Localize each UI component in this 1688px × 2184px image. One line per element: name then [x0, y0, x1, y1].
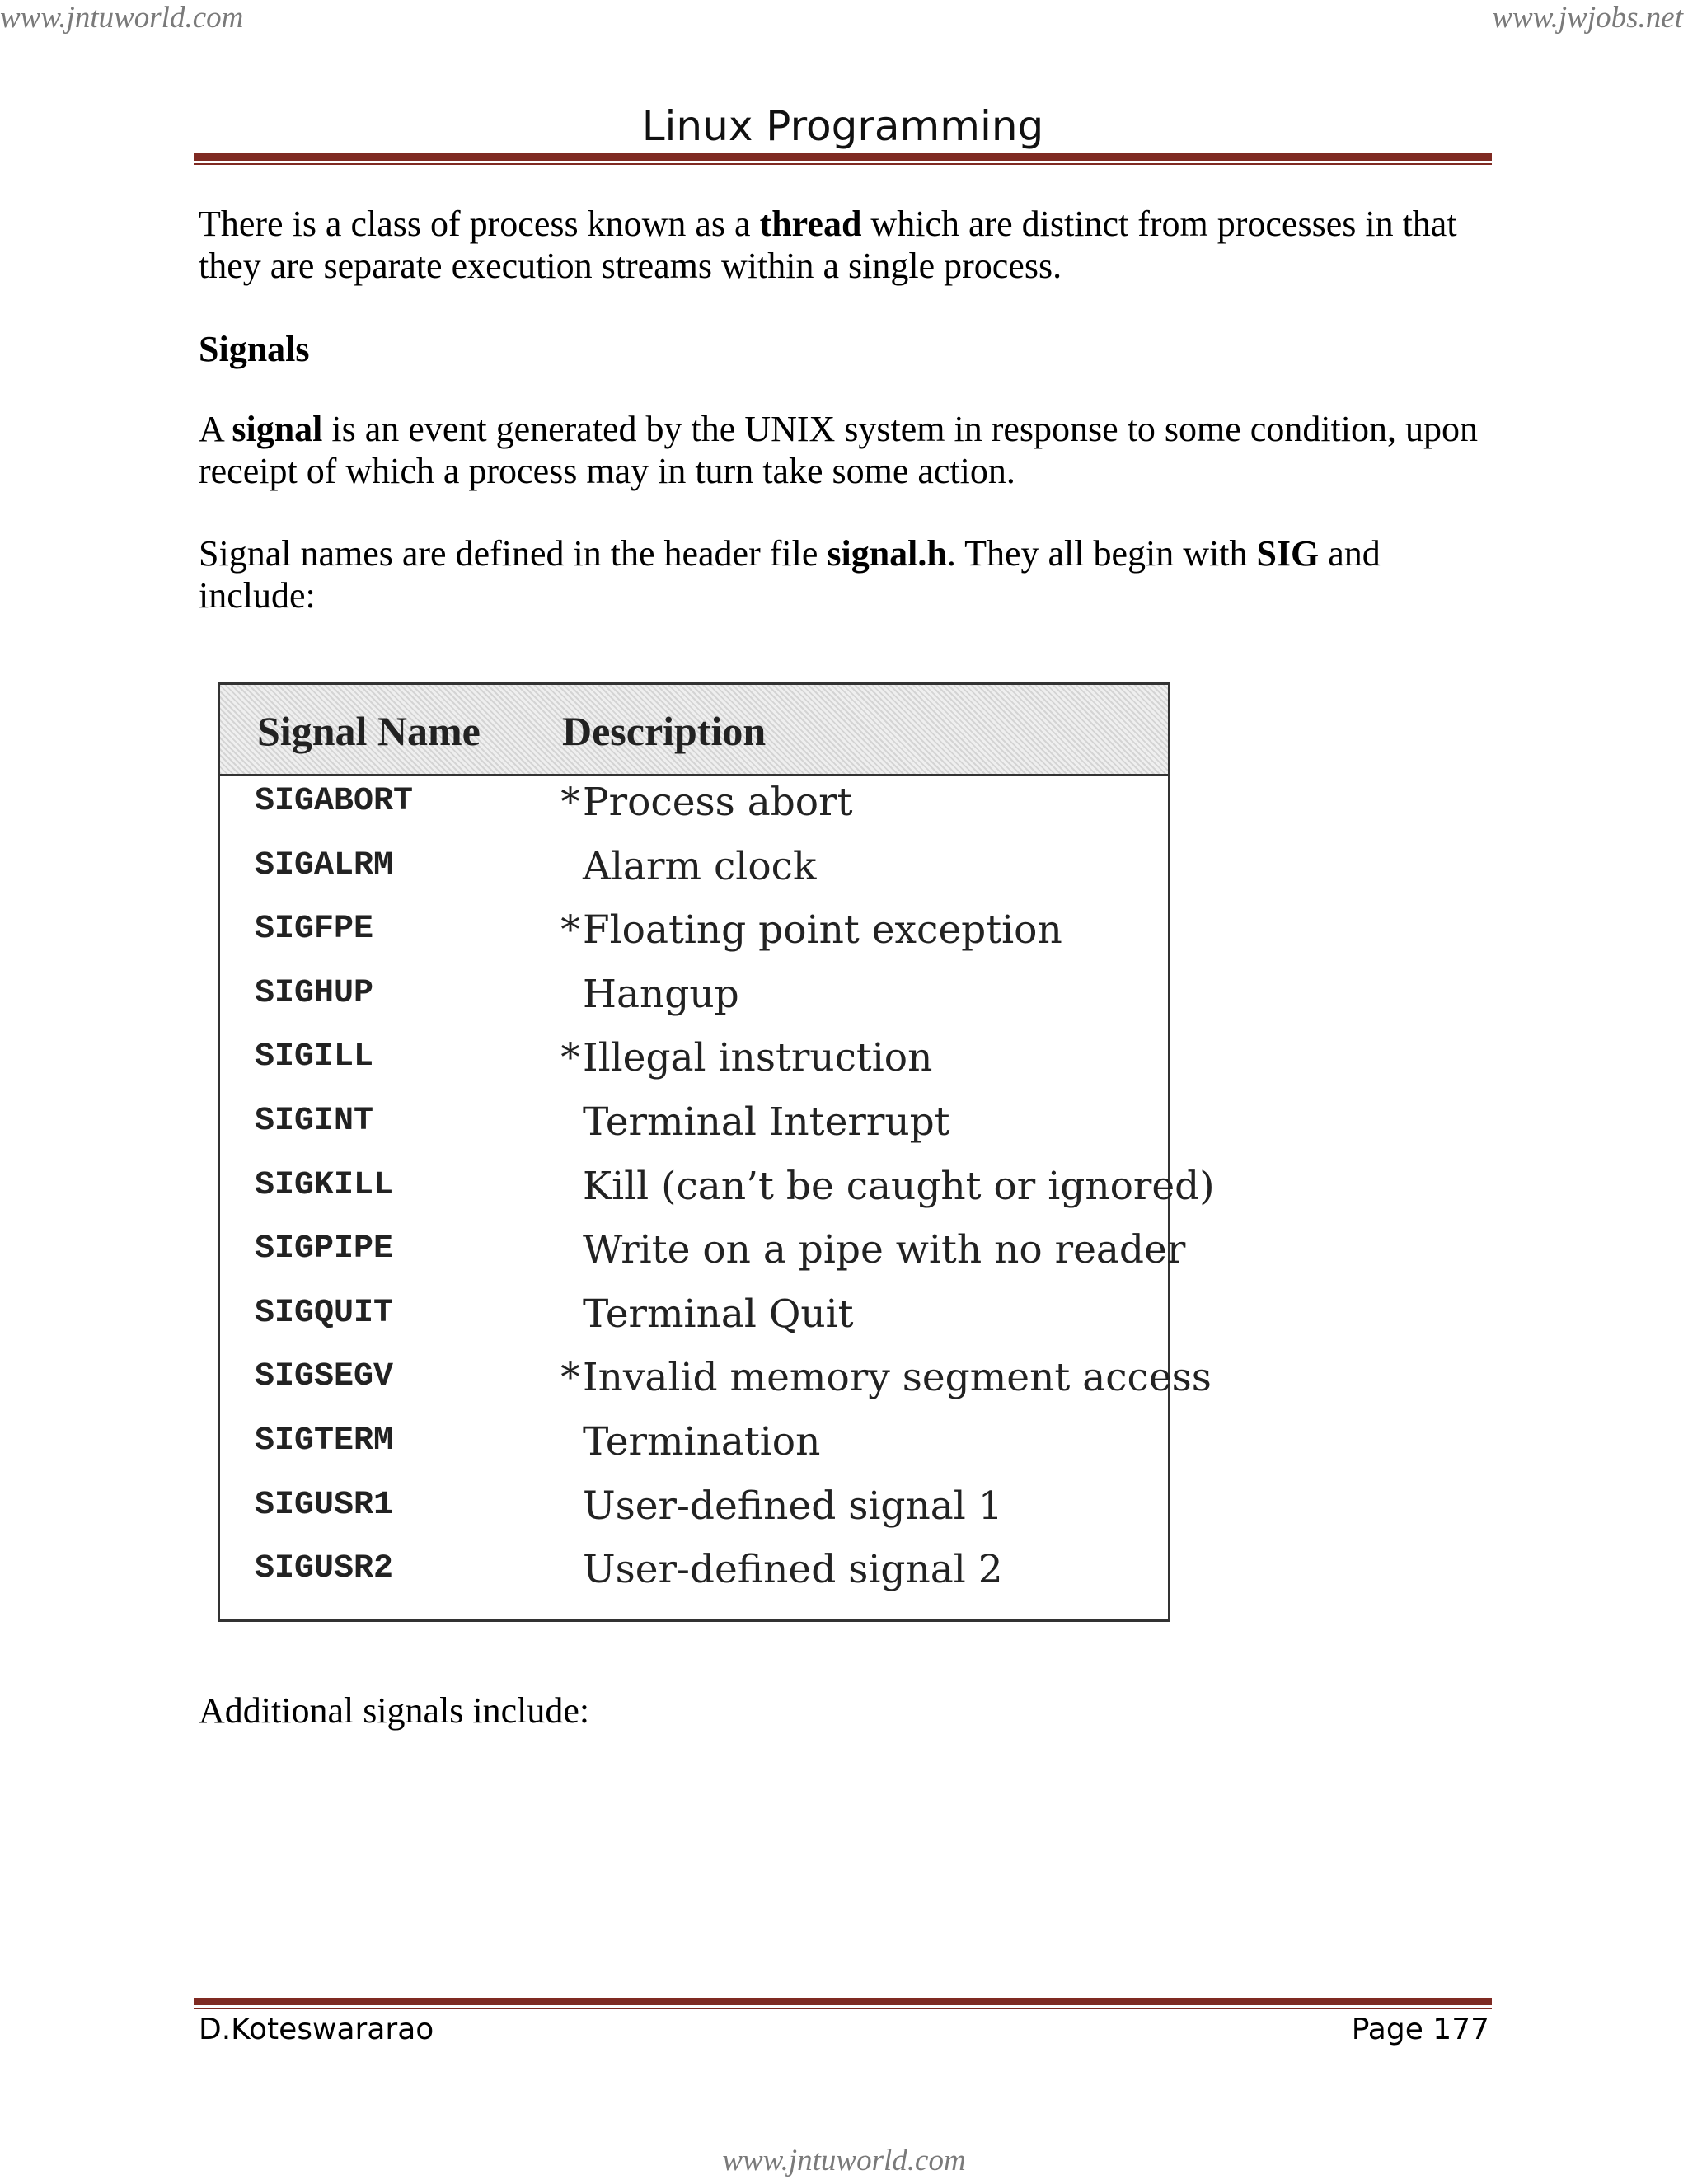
signal-table-row: [220, 968, 1168, 1032]
names-bold-sig: SIG: [1256, 533, 1320, 574]
description-text: Termination: [583, 1419, 821, 1465]
signal-bold: signal: [232, 409, 323, 449]
signal-description-cell: [558, 844, 816, 889]
header-rule: [194, 153, 1492, 165]
signal-name-cell: SIGSEGV: [255, 1358, 394, 1396]
signal-name-cell: SIGTERM: [255, 1422, 394, 1460]
description-text: Invalid memory segment access: [583, 1355, 1212, 1401]
watermark-top-right[interactable]: www.jwjobs.net: [1492, 1, 1683, 35]
signal-table-row: [220, 1480, 1168, 1544]
signal-description-cell: [558, 1355, 1212, 1400]
signal-description-cell: [558, 780, 852, 825]
signal-description-cell: [558, 1547, 1003, 1592]
description-text: Illegal instruction: [583, 1035, 933, 1081]
description-text: User-defined signal 1: [583, 1483, 1003, 1529]
signal-paragraph: [199, 408, 1484, 492]
description-text: Terminal Interrupt: [583, 1099, 950, 1145]
signal-table-row: [220, 1288, 1168, 1352]
signal-table-row: [220, 1032, 1168, 1095]
signal-table-row: [220, 1096, 1168, 1160]
signal-table-row: [220, 904, 1168, 968]
signal-description-cell: [558, 1099, 950, 1145]
description-text: Floating point exception: [583, 907, 1062, 954]
names-bold-header: signal.h: [827, 533, 947, 574]
thread-paragraph: [199, 203, 1484, 287]
signal-table-header: [220, 685, 1168, 776]
signal-table-row: [220, 1544, 1168, 1607]
signal-description-cell: [558, 972, 739, 1017]
signal-table-row: [220, 1352, 1212, 1415]
signal-table-row: [220, 841, 1168, 904]
signal-name-cell: SIGILL: [255, 1038, 374, 1076]
description-text: Process abort: [583, 780, 853, 825]
signal-name-cell: SIGALRM: [255, 846, 394, 884]
signal-description-cell: [558, 1483, 1003, 1529]
names-text-1: Signal names are defined in the header file: [199, 533, 828, 574]
description-text: Alarm clock: [583, 843, 817, 889]
signal-name-cell: SIGKILL: [255, 1166, 394, 1204]
signal-name-cell: SIGPIPE: [255, 1230, 394, 1268]
watermark-bottom[interactable]: www.jntuworld.com: [722, 2144, 966, 2177]
asterisk-marker: *: [560, 1035, 580, 1081]
watermark-top-left[interactable]: www.jntuworld.com: [0, 1, 244, 35]
signal-description-cell: [558, 1164, 1215, 1209]
signal-table: [218, 682, 1215, 1622]
signal-text-1: A: [199, 409, 232, 449]
description-text: Hangup: [583, 971, 739, 1017]
signal-table-row: [220, 776, 1168, 840]
signal-name-cell: SIGUSR2: [255, 1550, 394, 1588]
asterisk-marker: *: [560, 1355, 580, 1401]
thread-text-2: which are distinct from processes in that they are separate execution streams within a single process.: [199, 204, 1457, 286]
signal-name-cell: SIGQUIT: [255, 1294, 394, 1332]
description-text: Write on a pipe with no reader: [583, 1227, 1186, 1273]
asterisk-marker: *: [560, 907, 580, 954]
names-text-2: . They all begin with: [946, 533, 1257, 574]
signal-names-paragraph: [199, 532, 1484, 616]
signal-name-cell: SIGABORT: [255, 783, 414, 820]
thread-bold: thread: [759, 204, 862, 244]
signal-table-row: [220, 1160, 1215, 1224]
signal-description-cell: [558, 1227, 1185, 1272]
column-header-signal-name: Signal Name: [257, 708, 481, 754]
signal-description-cell: [558, 1419, 820, 1465]
signal-name-cell: SIGFPE: [255, 911, 374, 949]
signal-name-cell: SIGUSR1: [255, 1486, 394, 1524]
column-header-description: Description: [562, 708, 767, 754]
additional-signals-text: Additional signals include:: [199, 1690, 590, 1731]
signal-table-row: [220, 1416, 1168, 1479]
signal-name-cell: SIGINT: [255, 1103, 374, 1140]
signal-text-2: is an event generated by the UNIX system in response to some condition, upon receipt of which a process may in turn take some action.: [199, 409, 1479, 491]
signal-description-cell: [558, 907, 1062, 953]
asterisk-marker: *: [560, 780, 580, 825]
description-text: User-defined signal 2: [583, 1547, 1003, 1593]
signal-table-row: [220, 1224, 1186, 1287]
signal-description-cell: [558, 1291, 854, 1337]
description-text: Kill (can’t be caught or ignored): [583, 1163, 1215, 1209]
footer-author: D.Koteswararao: [199, 2013, 434, 2046]
footer-rule: [194, 1998, 1492, 2009]
page-title: Linux Programming: [641, 102, 1044, 150]
description-text: Terminal Quit: [583, 1291, 854, 1337]
signal-description-cell: [558, 1035, 932, 1080]
thread-text-1: There is a class of process known as a: [199, 204, 760, 244]
footer-page-number: Page 177: [1351, 2013, 1489, 2046]
signal-name-cell: SIGHUP: [255, 974, 374, 1012]
signals-heading: Signals: [199, 329, 310, 369]
names-text-3: and include:: [199, 533, 1381, 616]
